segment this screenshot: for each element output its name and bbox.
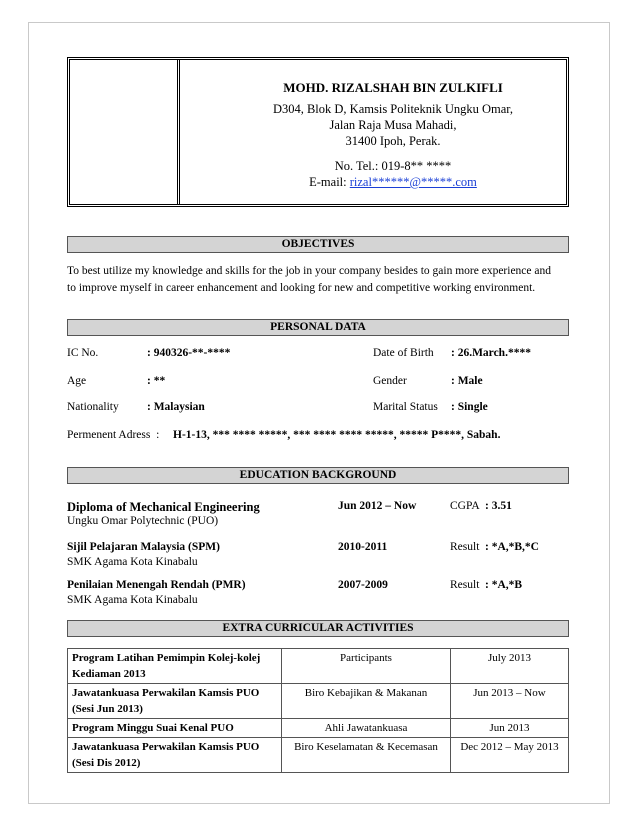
education-result-label: CGPA — [450, 500, 480, 512]
photo-placeholder — [70, 60, 180, 204]
objectives-line-2: to improve myself in career enhancement and looking for new and competitive working environment. — [67, 282, 536, 294]
address-line-1: D304, Blok D, Kamsis Politeknik Ungku Omar, — [272, 102, 514, 116]
email-label: E-mail: — [309, 175, 350, 189]
program-cell: Program Minggu Suai Kenal PUO — [68, 719, 282, 738]
program-cell: Program Latihan Pemimpin Kolej-kolej Kediaman 2013 — [68, 649, 282, 684]
gender-value: : Male — [451, 375, 483, 387]
dob-value: : 26.March.**** — [451, 347, 531, 359]
objectives-header: OBJECTIVES — [67, 236, 569, 253]
personal-data-header: PERSONAL DATA — [67, 319, 569, 336]
applicant-name: MOHD. RIZALSHAH BIN ZULKIFLI — [283, 80, 503, 95]
date-cell: Jun 2013 – Now — [451, 684, 569, 719]
address-line-3: 31400 Ipoh, Perak. — [345, 134, 441, 148]
personal-row-nationality — [67, 401, 569, 417]
education-item — [67, 500, 569, 532]
phone-number: No. Tel.: 019-8** **** — [334, 159, 452, 173]
extra-curricular-table — [67, 648, 569, 773]
role-cell: Ahli Jawatankuasa — [282, 719, 451, 738]
personal-row-ic — [67, 347, 569, 363]
objectives-line-1: To best utilize my knowledge and skills for the job in your company besides to gain more experience and — [67, 265, 551, 277]
education-result-value: : *A,*B,*C — [485, 541, 539, 553]
extra-curricular-header: EXTRA CURRICULAR ACTIVITIES — [67, 620, 569, 637]
education-item — [67, 541, 569, 573]
age-label: Age — [67, 375, 87, 387]
table-row — [68, 738, 569, 773]
ic-label: IC No. — [67, 347, 99, 359]
education-qualification: Penilaian Menengah Rendah (PMR) — [67, 579, 246, 591]
age-value: : ** — [147, 375, 166, 387]
date-cell: Jun 2013 — [451, 719, 569, 738]
address-line-2: Jalan Raja Musa Mahadi, — [329, 118, 457, 132]
table-row — [68, 684, 569, 719]
role-cell: Participants — [282, 649, 451, 684]
education-result-value: : *A,*B — [485, 579, 523, 591]
personal-row-age — [67, 375, 569, 391]
education-school: SMK Agama Kota Kinabalu — [67, 594, 198, 606]
education-header: EDUCATION BACKGROUND — [67, 467, 569, 484]
date-cell: July 2013 — [451, 649, 569, 684]
education-item — [67, 579, 569, 611]
nationality-label: Nationality — [67, 401, 119, 413]
date-cell: Dec 2012 – May 2013 — [451, 738, 569, 773]
education-qualification: Sijil Pelajaran Malaysia (SPM) — [67, 541, 220, 553]
education-result-label: Result — [450, 579, 480, 591]
dob-label: Date of Birth — [373, 347, 434, 359]
education-period: 2010-2011 — [338, 541, 388, 553]
education-school: Ungku Omar Polytechnic (PUO) — [67, 515, 219, 527]
education-qualification: Diploma of Mechanical Engineering — [67, 500, 260, 514]
program-cell: Jawatankuasa Perwakilan Kamsis PUO (Sesi Dis 2012) — [68, 738, 282, 773]
education-result-label: Result — [450, 541, 480, 553]
header-box — [67, 57, 569, 207]
address-label: Permenent Adress : — [67, 429, 166, 441]
gender-label: Gender — [373, 375, 407, 387]
role-cell: Biro Kebajikan & Makanan — [282, 684, 451, 719]
marital-value: : Single — [451, 401, 488, 413]
table-row — [68, 719, 569, 738]
nationality-value: : Malaysian — [147, 401, 205, 413]
address-value: H-1-13, *** **** *****, *** **** **** *****, ***** P****, Sabah. — [173, 429, 501, 441]
personal-row-address — [67, 429, 569, 445]
education-school: SMK Agama Kota Kinabalu — [67, 556, 198, 568]
program-cell: Jawatankuasa Perwakilan Kamsis PUO (Sesi Jun 2013) — [68, 684, 282, 719]
education-period: 2007-2009 — [338, 579, 388, 591]
objectives-text — [67, 263, 569, 297]
marital-label: Marital Status — [373, 401, 438, 413]
contact-block — [180, 60, 566, 204]
education-period: Jun 2012 – Now — [338, 500, 417, 512]
education-result-value: : 3.51 — [485, 500, 512, 512]
ic-value: : 940326-**-**** — [147, 347, 231, 359]
email-link[interactable]: rizal******@*****.com — [349, 175, 477, 189]
email-line — [220, 174, 566, 190]
role-cell: Biro Keselamatan & Kecemasan — [282, 738, 451, 773]
table-row — [68, 649, 569, 684]
